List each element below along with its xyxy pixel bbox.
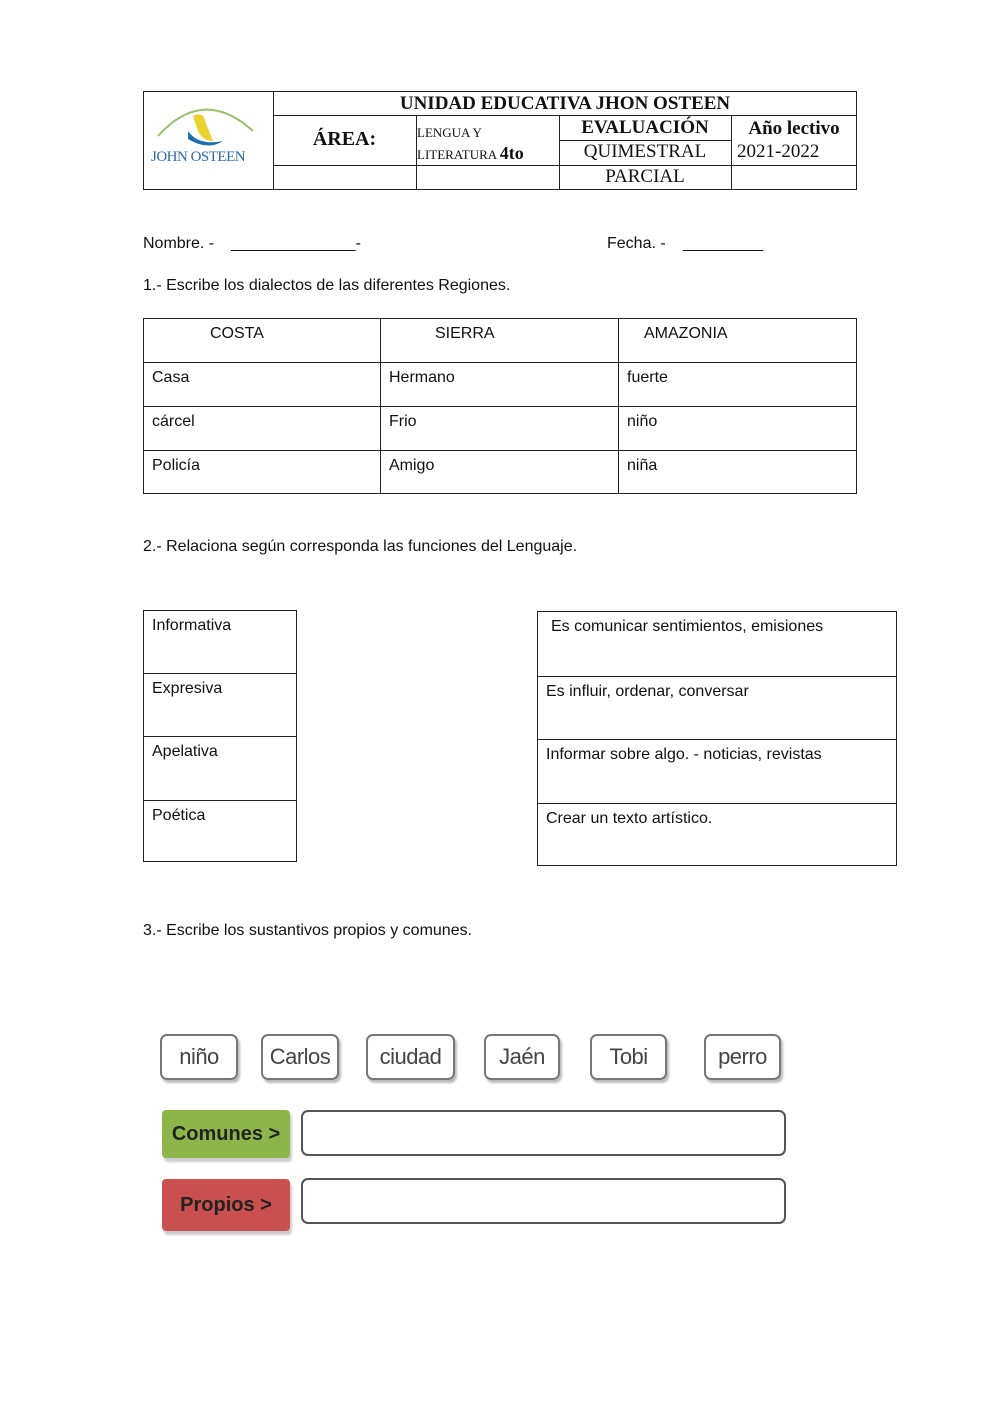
- word-card[interactable]: Carlos: [261, 1034, 339, 1080]
- table-header-cell: SIERRA: [380, 318, 619, 363]
- table-cell: Frio: [380, 406, 619, 451]
- table-cell: fuerte: [618, 362, 857, 407]
- question-2-title: 2.- Relaciona según corresponda las funciones del Lenguaje.: [143, 538, 578, 555]
- date-field[interactable]: _________: [683, 235, 764, 252]
- school-logo: [143, 91, 274, 190]
- word-card[interactable]: Jaén: [484, 1034, 560, 1080]
- function-description-cell[interactable]: Crear un texto artístico.: [537, 803, 897, 866]
- logo-text: JOHN OSTEEN: [151, 149, 246, 165]
- comunes-label: Comunes >: [162, 1110, 290, 1158]
- school-year: 2021-2022: [737, 141, 820, 162]
- table-cell: niño: [618, 406, 857, 451]
- name-label: Nombre. -: [143, 235, 215, 252]
- comunes-input[interactable]: [301, 1110, 786, 1156]
- table-cell: cárcel: [143, 406, 381, 451]
- table-header-cell: COSTA: [143, 318, 381, 363]
- word-card[interactable]: Tobi: [590, 1034, 667, 1080]
- subject-line2: LITERATURA: [417, 147, 497, 162]
- grade: 4to: [499, 143, 524, 163]
- function-description-cell[interactable]: Es influir, ordenar, conversar: [537, 676, 897, 740]
- table-cell: Casa: [143, 362, 381, 407]
- function-description-cell[interactable]: Es comunicar sentimientos, emisiones: [537, 611, 897, 677]
- school-name: UNIDAD EDUCATIVA JHON OSTEEN: [273, 91, 857, 116]
- logo-icon: [143, 91, 274, 190]
- year-label: Año lectivo: [748, 118, 840, 139]
- name-field[interactable]: ______________-: [231, 235, 361, 252]
- table-cell: Hermano: [380, 362, 619, 407]
- table-header-cell: AMAZONIA: [618, 318, 857, 363]
- propios-input[interactable]: [301, 1178, 786, 1224]
- quimestral-label: QUIMESTRAL: [583, 141, 707, 162]
- question-3-title: 3.- Escribe los sustantivos propios y comunes.: [143, 922, 473, 939]
- propios-label: Propios >: [162, 1179, 290, 1231]
- function-name-cell[interactable]: Poética: [143, 800, 297, 862]
- function-name-cell[interactable]: Informativa: [143, 610, 297, 674]
- function-name-cell[interactable]: Apelativa: [143, 736, 297, 801]
- function-description-cell[interactable]: Informar sobre algo. - noticias, revistas: [537, 739, 897, 804]
- table-cell: Amigo: [380, 450, 619, 494]
- question-1-title: 1.- Escribe los dialectos de las diferentes Regiones.: [143, 277, 511, 294]
- word-card[interactable]: niño: [160, 1034, 238, 1080]
- word-card[interactable]: perro: [704, 1034, 781, 1080]
- date-label: Fecha. -: [607, 235, 666, 252]
- subject-line1: LENGUA Y: [417, 125, 482, 140]
- word-card[interactable]: ciudad: [366, 1034, 455, 1080]
- parcial-label: PARCIAL: [605, 166, 685, 187]
- evaluation-label: EVALUACIÓN: [581, 117, 709, 138]
- table-cell: Policía: [143, 450, 381, 494]
- function-name-cell[interactable]: Expresiva: [143, 673, 297, 737]
- area-label: ÁREA:: [312, 128, 377, 150]
- table-cell: niña: [618, 450, 857, 494]
